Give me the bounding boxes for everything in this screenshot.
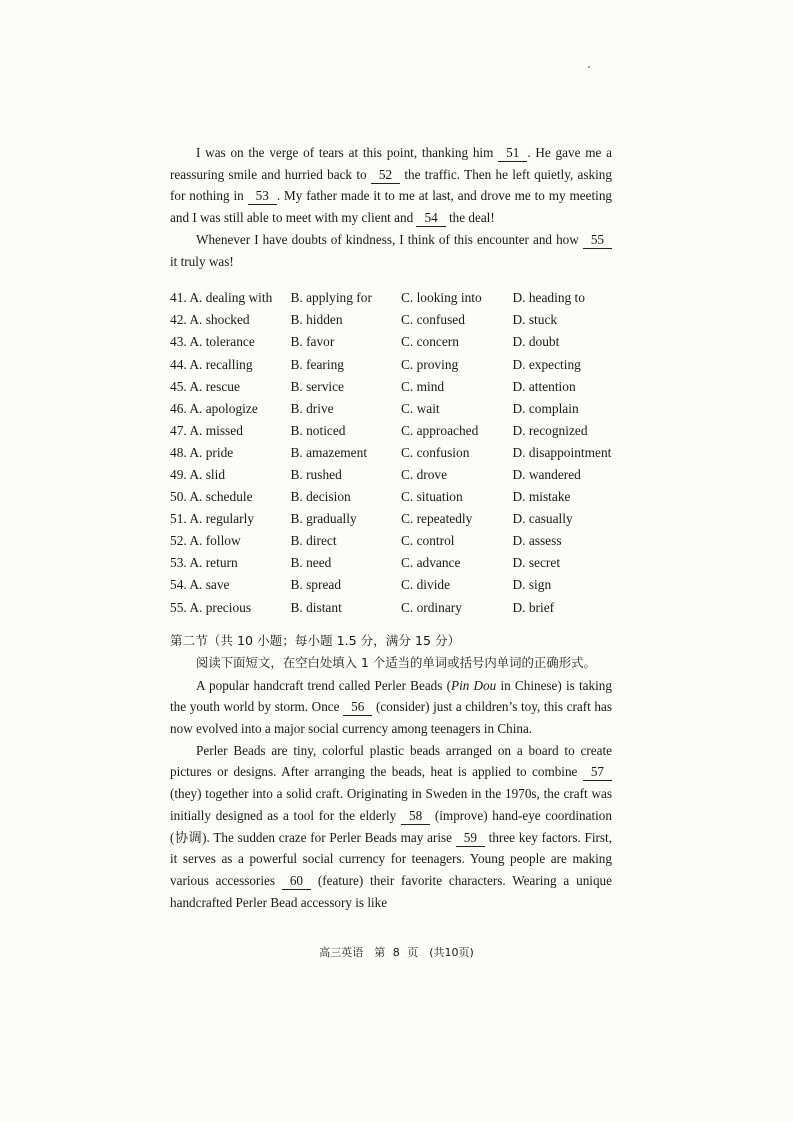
blank-56: 56 [343, 699, 372, 716]
option-d: D. expecting [512, 356, 581, 372]
text: . My father made it to me at last, and drove me to my meeting and I was still able to meet with my client and [170, 188, 613, 226]
option-b: B. service [290, 378, 344, 394]
option-row [170, 508, 612, 530]
passage-paragraph [170, 229, 612, 272]
option-c: C. concern [400, 334, 459, 350]
option-d: D. casually [512, 511, 573, 527]
option-a: 53. A. return [170, 555, 238, 571]
option-row [170, 597, 612, 619]
option-d: D. wandered [512, 466, 581, 482]
blank-54: 54 [416, 210, 445, 227]
option-a: 41. A. dealing with [170, 290, 273, 306]
blank-53: 53 [248, 188, 277, 205]
option-d: D. complain [512, 400, 579, 416]
text: the traffic. Then he left quietly, asking for nothing in [170, 166, 612, 204]
option-a: 47. A. missed [170, 422, 243, 438]
italic-text: Pin Dou [451, 677, 497, 693]
option-row [170, 442, 612, 464]
option-c: C. ordinary [400, 599, 462, 615]
option-d: D. recognized [512, 422, 588, 438]
option-c: C. approached [400, 422, 479, 438]
blank-60: 60 [282, 873, 311, 890]
option-b: B. fearing [290, 356, 344, 372]
option-d: D. stuck [512, 312, 558, 328]
blank-59: 59 [456, 830, 485, 847]
text: I was on the verge of tears at this point, thanking him [196, 145, 499, 160]
option-row [170, 464, 612, 486]
passage-paragraph [170, 740, 612, 914]
option-b: B. amazement [290, 444, 368, 460]
option-c: C. looking into [400, 290, 482, 306]
blank-52: 52 [371, 167, 400, 184]
option-d: D. assess [512, 533, 562, 549]
text: it truly was! [170, 253, 234, 269]
text: the deal! [445, 210, 495, 226]
option-a: 48. A. pride [170, 444, 234, 460]
option-c: C. situation [400, 489, 463, 505]
option-a: 43. A. tolerance [170, 334, 255, 350]
option-b: B. applying for [290, 290, 372, 306]
option-a: 44. A. recalling [170, 356, 253, 372]
option-a: 45. A. rescue [170, 378, 240, 394]
option-b: B. need [290, 555, 332, 571]
option-a: 52. A. follow [170, 533, 241, 549]
option-row [170, 574, 612, 596]
option-row [170, 486, 612, 508]
option-d: D. disappointment [512, 444, 612, 460]
text: three key factors. First, it serves as a powerful social currency for teenagers. Young people are making various accessories [170, 829, 612, 888]
option-row [170, 309, 612, 331]
option-row [170, 530, 612, 552]
option-b: B. drive [290, 400, 334, 416]
blank-51: 51 [498, 145, 527, 162]
option-row [170, 376, 612, 398]
option-a: 50. A. schedule [170, 489, 253, 505]
option-c: C. mind [400, 378, 445, 394]
option-a: 49. A. slid [170, 466, 226, 482]
option-row [170, 331, 612, 353]
option-c: C. wait [400, 400, 440, 416]
option-d: D. doubt [512, 334, 560, 350]
page-content [170, 142, 612, 913]
text: in Chinese) is taking the youth world by storm. Once [170, 677, 612, 715]
scan-speck [588, 66, 590, 68]
text: Perler Beads are tiny, colorful plastic beads arranged on a board to create pictures or designs. After arranging the beads, heat is applied to combine [170, 742, 612, 780]
option-c: C. advance [400, 555, 461, 571]
text: Whenever I have doubts of kindness, I think of this encounter and how [196, 231, 583, 247]
option-row [170, 354, 612, 376]
option-d: D. attention [512, 378, 576, 394]
blank-55: 55 [583, 232, 612, 249]
text: A popular handcraft trend called Perler Beads ( [196, 677, 452, 693]
text: (consider) just a children’s toy, this craft has now evolved into a major social currency among teenagers in China. [170, 699, 613, 737]
option-d: D. heading to [512, 290, 585, 306]
option-a: 55. A. precious [170, 599, 252, 615]
option-c: C. divide [400, 577, 451, 593]
option-a: 46. A. apologize [170, 400, 258, 416]
option-row [170, 287, 612, 309]
option-a: 51. A. regularly [170, 511, 255, 527]
option-b: B. direct [290, 533, 337, 549]
answer-options [170, 287, 612, 618]
option-a: 54. A. save [170, 577, 230, 593]
option-b: B. hidden [290, 312, 343, 328]
text: (they) together into a solid craft. Originating in Sweden in the 1970s, the craft was initially designed as a tool for the elderly [170, 786, 612, 823]
blank-58: 58 [401, 808, 430, 825]
option-d: D. brief [512, 599, 555, 615]
passage-paragraph [170, 675, 612, 740]
option-c: C. control [400, 533, 455, 549]
option-d: D. sign [512, 577, 552, 593]
option-b: B. rushed [290, 466, 342, 482]
option-b: B. favor [290, 334, 335, 350]
option-b: B. decision [290, 489, 351, 505]
text: . He gave me a reassuring smile and hurried back to [170, 145, 612, 182]
option-b: B. distant [290, 599, 342, 615]
blank-57: 57 [583, 764, 612, 781]
option-b: B. gradually [290, 511, 357, 527]
page-footer: 高三英语 第 8 页 (共10页) [319, 946, 474, 959]
option-row [170, 552, 612, 574]
option-b: B. noticed [290, 422, 346, 438]
option-c: C. repeatedly [400, 511, 473, 527]
text: (feature) their favorite characters. Wearing a unique handcrafted Perler Bead accessory is like [170, 872, 612, 910]
option-b: B. spread [290, 577, 342, 593]
option-row [170, 420, 612, 442]
section-instruction: 阅读下面短文，在空白处填入 1 个适当的单词或括号内单词的正确形式。 [196, 654, 596, 670]
option-c: C. confusion [400, 444, 470, 460]
option-d: D. mistake [512, 489, 571, 505]
option-a: 42. A. shocked [170, 312, 250, 328]
option-c: C. proving [400, 356, 459, 372]
passage-paragraph [170, 142, 612, 229]
option-d: D. secret [512, 555, 561, 571]
option-c: C. drove [400, 466, 448, 482]
option-c: C. confused [400, 312, 465, 328]
option-row [170, 398, 612, 420]
text: (improve) hand-eye coordination (协调). The sudden craze for Perler Beads may arise [170, 807, 612, 845]
section-heading: 第二节（共 10 小题；每小题 1.5 分，满分 15 分） [170, 632, 461, 648]
